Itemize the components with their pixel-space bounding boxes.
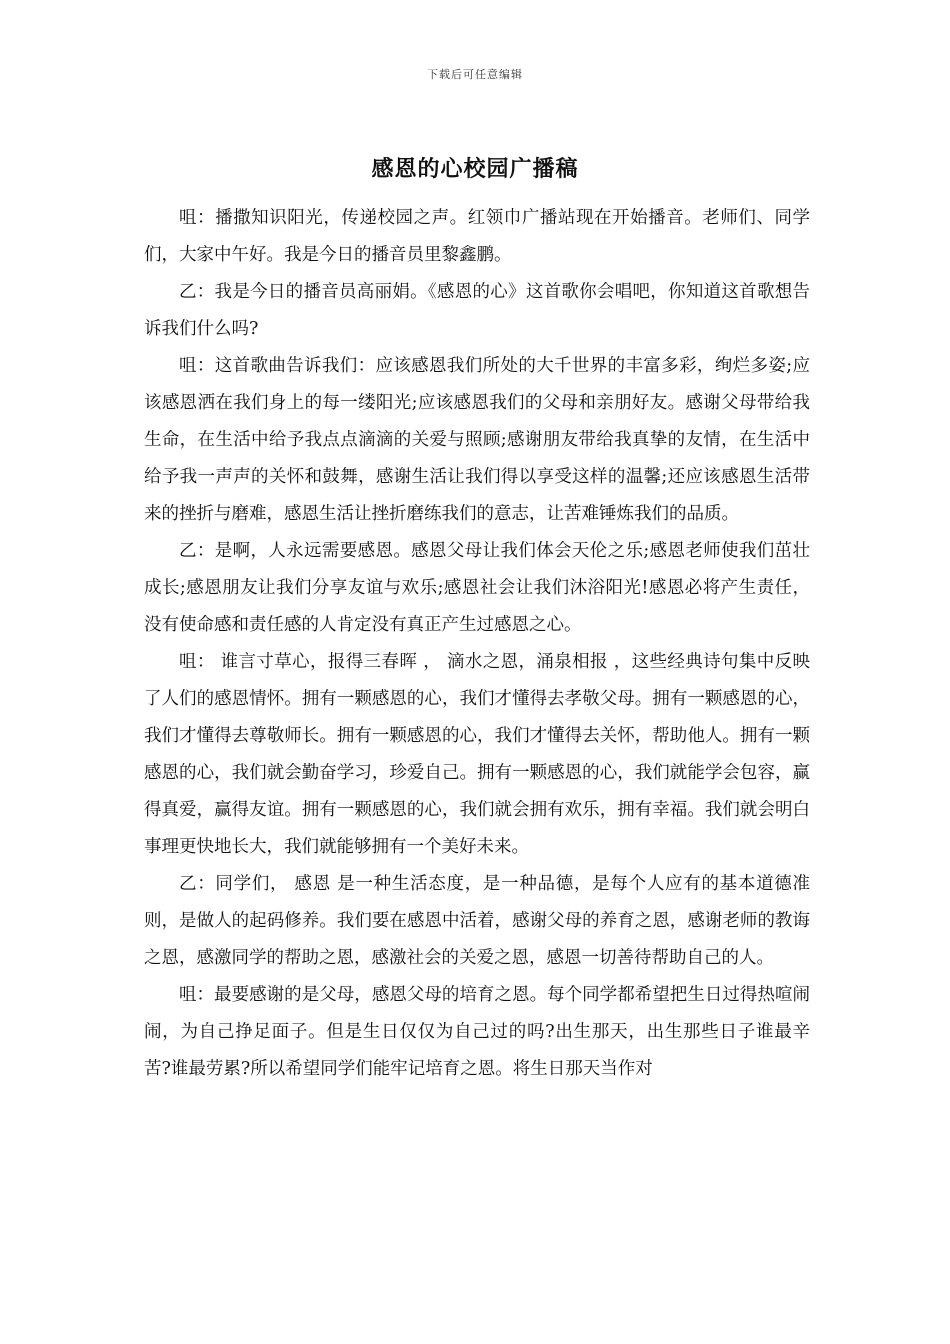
header-note: 下载后可任意编辑 — [427, 68, 523, 81]
paragraph: 咀： 谁言寸草心，报得三春晖 ， 滴水之恩，涌泉相报 ，这些经典诗句集中反映了人们的感恩情怀。拥有一颗感恩的心，我们才懂得去孝敬父母。拥有一颗感恩的心，我们才懂得去尊敬师长。拥有一颗感恩的心，我们才懂得去关怀，帮助他人。拥有一颗感恩的心，我们就会勤奋学习，珍爱自己。拥有一颗感恩的心，我们就能学会包容，赢得真爱，赢得友谊。拥有一颗感恩的心，我们就会拥有欢乐，拥有幸福。我们就会明白事理更快地长大，我们就能够拥有一个美好未来。 — [144, 652, 810, 857]
paragraph: 咀：这首歌曲告诉我们：应该感恩我们所处的大千世界的丰富多彩，绚烂多姿;应该感恩洒在我们身上的每一缕阳光;应该感恩我们的父母和亲朋好友。感谢父母带给我生命，在生活中给予我点点滴滴的关爱与照顾;感谢朋友带给我真挚的友情，在生活中给予我一声声的关怀和鼓舞，感谢生活让我们得以享受这样的温馨;还应该感恩生活带来的挫折与磨难，感恩生活让挫折磨练我们的意志，让苦难锤炼我们的品质。 — [144, 356, 810, 524]
paragraph: 咀：最要感谢的是父母，感恩父母的培育之恩。每个同学都希望把生日过得热喧闹闹，为自己挣足面子。但是生日仅仅为自己过的吗?出生那天，出生那些日子谁最辛苦?谁最劳累?所以希望同学们能牢记培育之恩。将生日那天当作对 — [144, 985, 810, 1079]
document-title: 感恩的心校园广播稿 — [371, 157, 579, 182]
paragraph: 乙：我是今日的播音员高丽娟。《感恩的心》这首歌你会唱吧，你知道这首歌想告诉我们什么吗? — [144, 282, 810, 339]
paragraph: 咀：播撒知识阳光，传递校园之声。红领巾广播站现在开始播音。老师们、同学们，大家中午好。我是今日的播音员里黎鑫鹏。 — [144, 208, 810, 265]
paragraph: 乙：同学们， 感恩 是一种生活态度，是一种品德，是每个人应有的基本道德准则，是做人的起码修养。我们要在感恩中活着，感谢父母的养育之恩，感谢老师的教诲之恩，感激同学的帮助之恩，感激社会的关爱之恩，感恩一切善待帮助自己的人。 — [144, 874, 810, 968]
document-body — [144, 200, 810, 1088]
paragraph: 乙：是啊，人永远需要感恩。感恩父母让我们体会天伦之乐;感恩老师使我们茁壮成长;感恩朋友让我们分享友谊与欢乐;感恩社会让我们沐浴阳光!感恩必将产生责任，没有使命感和责任感的人肯定没有真正产生过感恩之心。 — [144, 541, 810, 635]
